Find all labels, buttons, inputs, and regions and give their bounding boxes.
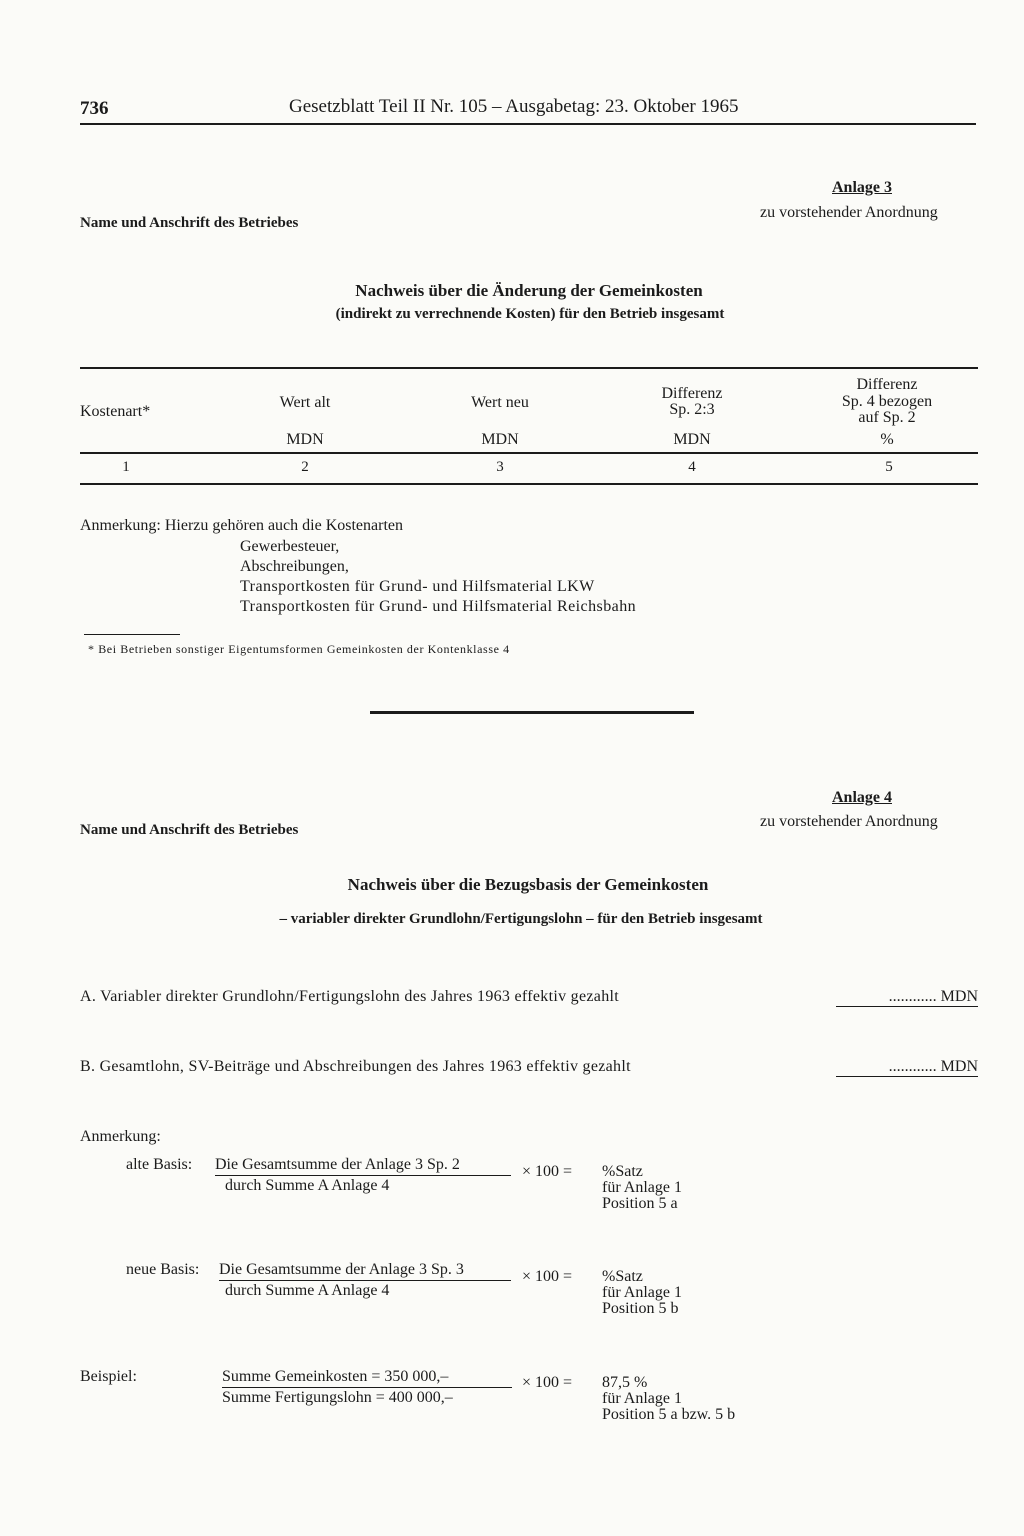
neue-basis-label: neue Basis:	[126, 1261, 200, 1278]
beispiel-denominator: Summe Fertigungslohn = 400 000,–	[222, 1389, 453, 1406]
beispiel-numerator: Summe Gemeinkosten = 350 000,–	[222, 1368, 512, 1388]
section-separator	[370, 711, 694, 714]
alte-basis-label: alte Basis:	[126, 1156, 193, 1173]
neue-basis-operator: × 100 =	[522, 1268, 573, 1285]
col-differenz-pct-sp4: Sp. 4 bezogen	[841, 393, 933, 410]
anlage3-subtitle2: (indirekt zu verrechnende Kosten) für den Betrieb insgesamt	[335, 306, 725, 322]
footnote-rule	[84, 634, 180, 635]
anlage3-note-intro: Anmerkung: Hierzu gehören auch die Kostenarten	[80, 517, 403, 534]
alte-basis-result-anlage: für Anlage 1	[602, 1179, 682, 1196]
col-wert-alt: Wert alt	[279, 394, 331, 411]
anlage4-title: Nachweis über die Bezugsbasis der Gemeinkosten	[347, 875, 709, 894]
table-top-rule	[80, 367, 978, 369]
alte-basis-result-position: Position 5 a	[602, 1195, 678, 1212]
anlage3-subtitle: zu vorstehender Anordnung	[760, 204, 938, 221]
alte-basis-result: %Satz	[602, 1163, 643, 1180]
beispiel-operator: × 100 =	[522, 1374, 573, 1391]
anlage3-title: Nachweis über die Änderung der Gemeinkosten	[355, 281, 703, 300]
note-item: Abschreibungen,	[240, 558, 349, 575]
unit-percent-5: %	[880, 431, 894, 448]
beispiel-result: 87,5 %	[602, 1374, 648, 1391]
line-b: B. Gesamtlohn, SV-Beiträge und Abschreibungen des Jahres 1963 effektiv gezahlt	[80, 1058, 631, 1075]
neue-basis-result-anlage: für Anlage 1	[602, 1284, 682, 1301]
col-differenz-pct-sp2: auf Sp. 2	[858, 409, 916, 426]
col-kostenart: Kostenart*	[80, 403, 151, 420]
note-item: Transportkosten für Grund- und Hilfsmaterial LKW	[240, 578, 595, 595]
alte-basis-numerator: Die Gesamtsumme der Anlage 3 Sp. 2	[215, 1156, 511, 1176]
footnote: * Bei Betrieben sonstiger Eigentumsformen Gemeinkosten der Kontenklasse 4	[88, 642, 510, 656]
alte-basis-denominator: durch Summe A Anlage 4	[225, 1177, 390, 1194]
col-differenz: Differenz	[661, 385, 723, 402]
page-number: 736	[80, 98, 109, 119]
neue-basis-denominator: durch Summe A Anlage 4	[225, 1282, 390, 1299]
page-header-title: Gesetzblatt Teil II Nr. 105 – Ausgabetag: 23. Oktober 1965	[289, 96, 739, 117]
line-a-value: ............ MDN	[836, 988, 978, 1007]
anlage4-subtitle: zu vorstehender Anordnung	[760, 813, 938, 830]
anlage4-subtitle2: – variabler direkter Grundlohn/Fertigungslohn – für den Betrieb insgesamt	[279, 911, 763, 927]
note-item: Transportkosten für Grund- und Hilfsmaterial Reichsbahn	[240, 598, 637, 615]
col-num-4: 4	[688, 459, 696, 475]
unit-mdn-3: MDN	[481, 431, 519, 448]
col-num-3: 3	[496, 459, 504, 475]
col-num-2: 2	[301, 459, 309, 475]
neue-basis-numerator: Die Gesamtsumme der Anlage 3 Sp. 3	[219, 1261, 511, 1281]
header-rule	[80, 123, 976, 125]
neue-basis-result: %Satz	[602, 1268, 643, 1285]
line-a: A. Variabler direkter Grundlohn/Fertigungslohn des Jahres 1963 effektiv gezahlt	[80, 988, 619, 1005]
beispiel-result-anlage: für Anlage 1	[602, 1390, 682, 1407]
line-b-value: ............ MDN	[836, 1058, 978, 1077]
anlage4-name-label: Name und Anschrift des Betriebes	[80, 822, 299, 838]
note-item: Gewerbesteuer,	[240, 538, 340, 555]
anlage3-name-label: Name und Anschrift des Betriebes	[80, 215, 299, 231]
table-bottom-rule	[80, 483, 978, 485]
anlage3-label: Anlage 3	[832, 179, 892, 196]
unit-mdn-4: MDN	[673, 431, 711, 448]
beispiel-label: Beispiel:	[80, 1368, 137, 1385]
beispiel-result-position: Position 5 a bzw. 5 b	[602, 1406, 736, 1423]
table-mid-rule	[80, 452, 978, 454]
anlage4-label: Anlage 4	[832, 789, 892, 806]
col-num-1: 1	[122, 459, 130, 475]
col-num-5: 5	[885, 459, 893, 475]
col-differenz-sp: Sp. 2:3	[669, 401, 715, 418]
col-differenz-pct: Differenz	[856, 376, 918, 393]
neue-basis-result-position: Position 5 b	[602, 1300, 679, 1317]
unit-mdn-2: MDN	[286, 431, 324, 448]
anlage4-note-label: Anmerkung:	[80, 1128, 161, 1145]
col-wert-neu: Wert neu	[471, 394, 529, 411]
alte-basis-operator: × 100 =	[522, 1163, 573, 1180]
